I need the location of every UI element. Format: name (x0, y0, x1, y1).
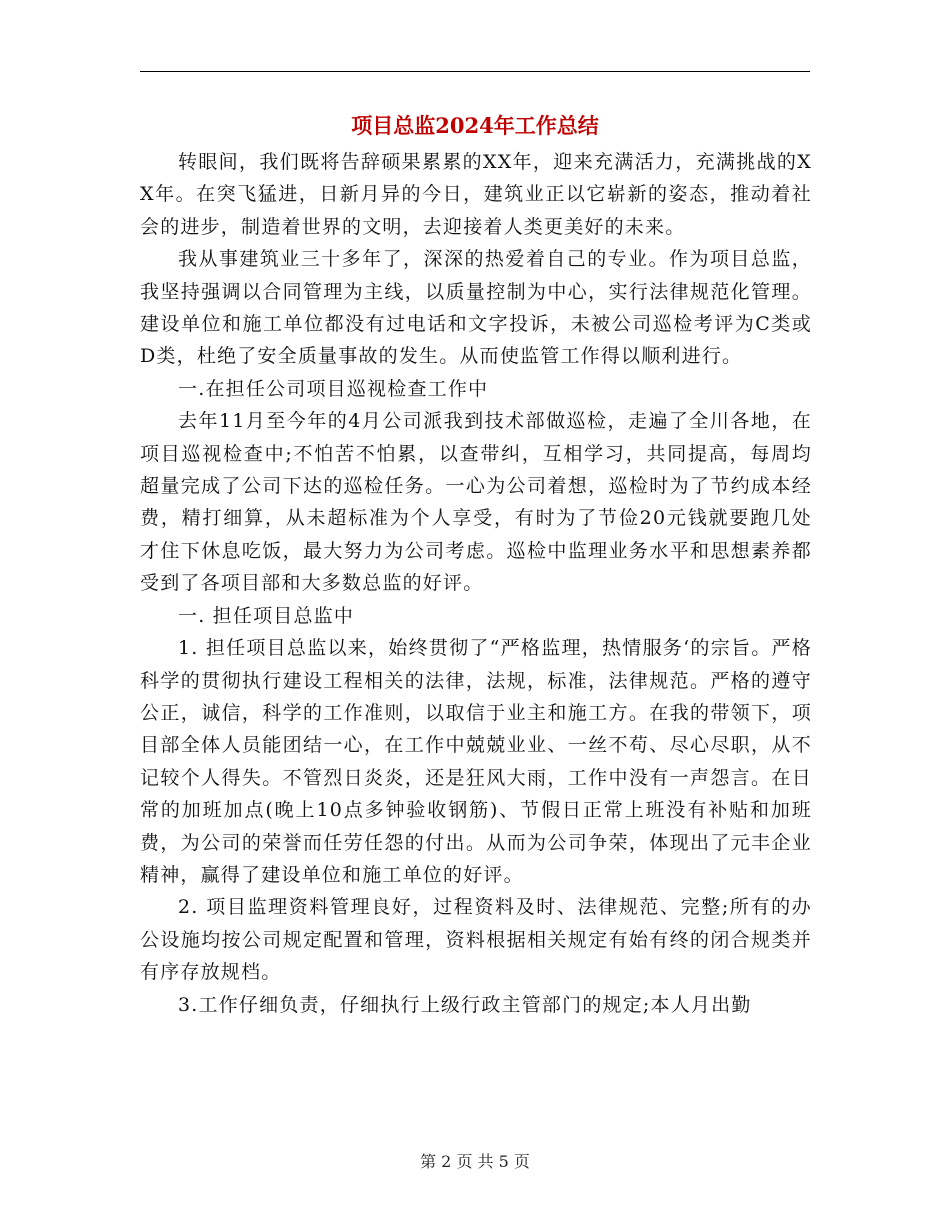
paragraph-item-2: 2. 项目监理资料管理良好，过程资料及时、法律规范、完整;所有的办公设施均按公司规定配置和管理，资料根据相关规定有始有终的闭合规类并有序存放规档。 (140, 896, 812, 984)
paragraph-item-3: 3.工作仔细负责，仔细执行上级行政主管部门的规定;本人月出勤 (178, 993, 752, 1016)
section-heading-inspection: 一.在担任公司项目巡视检查工作中 (178, 377, 489, 400)
paragraph-inspection: 去年11月至今年的4月公司派我到技术部做巡检，走遍了全川各地，在项目巡视检查中;不怕苦不怕累，以查带纠，互相学习，共同提高，每周均超量完成了公司下达的巡检任务。一心为公司着想，巡检时为了节约成本经费，精打细算，从未超标准为个人享受，有时为了节俭20元钱就要跑几处才住下休息吃饭，最大努力为公司考虑。巡检中监理业务水平和思想素养都受到了各项目部和大多数总监的好评。 (140, 410, 812, 595)
document-body (140, 146, 812, 1021)
document-title: 项目总监2024年工作总结 (351, 113, 599, 138)
section-heading-director: 一. 担任项目总监中 (178, 604, 355, 627)
page-number-label: 第 2 页 共 5 页 (420, 1152, 530, 1171)
page-footer (0, 1150, 950, 1174)
header-rule (140, 71, 810, 72)
paragraph-career: 我从事建筑业三十多年了，深深的热爱着自己的专业。作为项目总监，我坚持强调以合同管理为主线，以质量控制为中心，实行法律规范化管理。建设单位和施工单位都没有过电话和文字投诉，未被公司巡检考评为C类或D类，杜绝了安全质量事故的发生。从而使监管工作得以顺利进行。 (140, 248, 812, 368)
paragraph-intro: 转眼间，我们既将告辞硕果累累的XX年，迎来充满活力，充满挑战的XX年。在突飞猛进，日新月异的今日，建筑业正以它崭新的姿态，推动着社会的进步，制造着世界的文明，去迎接着人类更美好的未来。 (140, 151, 812, 238)
paragraph-item-1: 1. 担任项目总监以来，始终贯彻了“严格监理，热情服务‘的宗旨。严格科学的贯彻执行建设工程相关的法律，法规，标准，法律规范。严格的遵守公正，诚信，科学的工作准则，以取信于业主和施工方。在我的带领下，项目部全体人员能团结一心，在工作中兢兢业业、一丝不苟、尽心尽职，从不记较个人得失。不管烈日炎炎，还是狂风大雨，工作中没有一声怨言。在日常的加班加点(晚上10点多钟验收钢筋)、节假日正常上班没有补贴和加班费，为公司的荣誉而任劳任怨的付出。从而为公司争荣，体现出了元丰企业精神，赢得了建设单位和施工单位的好评。 (140, 637, 812, 886)
